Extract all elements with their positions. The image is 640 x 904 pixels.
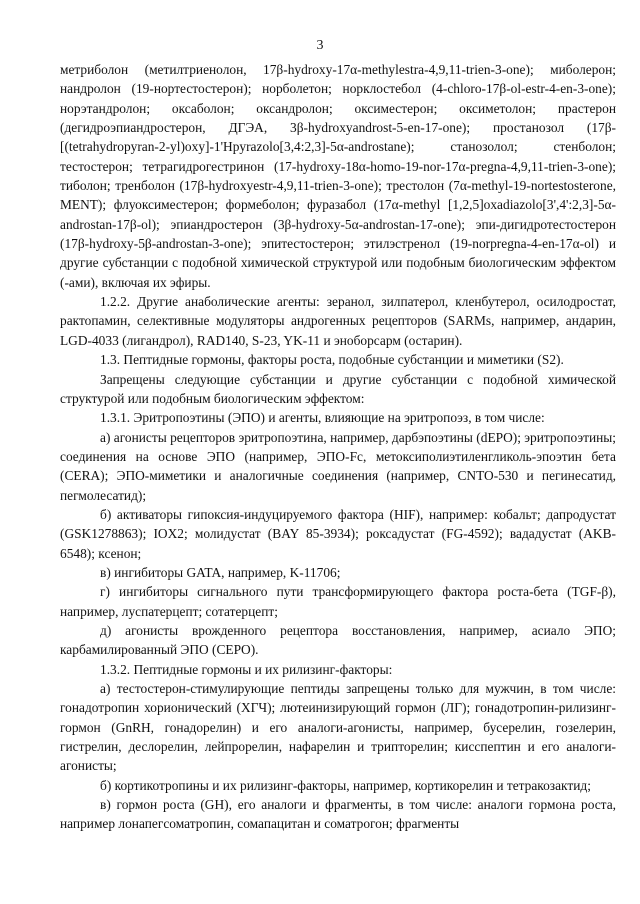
paragraph-1-3-1-a: а) агонисты рецепторов эритропоэтина, например, дарбэпоэтины (dEPO); эритропоэтины; соединения на основе ЭПО (например, ЭПО-Fc, метоксиполиэтиленгликоль-эпоэтин бета (CERA); ЭПО-миметики и аналогичные соединения (например, CNTO-530 и пегинесатид, пегмолесатид); <box>60 429 616 503</box>
paragraph-1-3-1-d: д) агонисты врожденного рецептора восстановления, например, асиало ЭПО; карбамилированный ЭПО (CEPO). <box>60 622 616 658</box>
paragraph-prohibited-intro: Запрещены следующие субстанции и другие субстанции с подобной химической структурой или подобным биологическим эффектом: <box>60 371 616 406</box>
paragraph-1-3-1-b: б) активаторы гипоксия-индуцируемого фактора (HIF), например: кобальт; дапродустат (GSK1278863); IOX2; молидустат (BAY 85-3934); роксадустат (FG-4592); вададустат (AKB-6548); ксенон; <box>60 506 616 561</box>
paragraph-1-2-2: 1.2.2. Другие анаболические агенты: зеранол, зилпатерол, кленбутерол, осилодростат, рактопамин, селективные модуляторы андрогенных рецепторов (SARMs, например, андарин, LGD-4033 (лигандрол), RAD140, S-23, YK-11 и эноборсарм (остарин). <box>60 294 616 348</box>
paragraph-1-3-1: 1.3.1. Эритропоэтины (ЭПО) и агенты, влияющие на эритропоэз, в том числе: <box>100 410 545 426</box>
paragraph-1-3-2-b: б) кортикотропины и их рилизинг-факторы, например, кортикорелин и тетракозактид; <box>100 777 591 793</box>
document-body <box>60 60 616 834</box>
paragraph-1-3-2: 1.3.2. Пептидные гормоны и их рилизинг-факторы: <box>100 661 393 677</box>
paragraph-1-3-2-a: а) тестостерон-стимулирующие пептиды запрещены только для мужчин, в том числе: гонадотропин хорионический (ХГЧ); лютеинизирующий гормон (ЛГ); гонадотропин-рилизинг-гормон (GnRH, гонадорелин) и его аналоги-агонисты, например, бусерелин, гозелерин, гистрелин, деслорелин, лейпрорелин, нафарелин и трипторелин; кисспептин и его аналоги-агонисты; <box>60 681 616 774</box>
paragraph-1-3-2-v: в) гормон роста (GH), его аналоги и фрагменты, в том числе: аналоги гормона роста, например лонапегсоматропин, сомапацитан и соматрогон; фрагменты <box>60 797 616 832</box>
page-number: 3 <box>316 38 324 53</box>
paragraph-anabolic-list: метриболон (метилтриенолон, 17β-hydroxy-17α-methylestra-4,9,11-trien-3-one); миболерон; нандролон (19-нортестостерон); норболетон; норклостебол (4-chloro-17β-ol-estr-4-en-3-one); норэтандролон; оксаболон; оксандролон; оксиместерон; оксиметолон; прастерон (дегидроэпиандростерон, ДГЭА, 3β-hydroxyandrost-5-en-17-one); простанозол (17β-[(tetrahydropyran-2-yl)oxy]-1'Hpyrazolo[3,4:2,3]-5α-androstane); станозолол; стенболон; тестостерон; тетрагидрогестринон (17-hydroxy-18α-homo-19-nor-17α-pregna-4,9,11-trien-3-one); тиболон; тренболон (17β-hydroxyestr-4,9,11-trien-3-one); трестолон (7α-methyl-19-nortestosterone, MENT); флуоксиместерон; формеболон; фуразабол (17α-methyl [1,2,5]oxadiazolo[3',4':2,3]-5α-androstan-17β-ol); эпиандростерон (3β-hydroxy-5α-androstan-17-one); эпи-дигидротестостерон (17β-hydroxy-5β-androstan-3-one); эпитестостерон; этилэстренол (19-norpregna-4-en-17α-ol) и другие субстанции с подобной химической структурой или подобным биологическим эффектом (-ами), включая их эфиры. <box>60 62 616 290</box>
paragraph-1-3-1-v: в) ингибиторы GATA, например, K-11706; <box>100 564 341 580</box>
paragraph-1-3: 1.3. Пептидные гормоны, факторы роста, подобные субстанции и миметики (S2). <box>100 352 564 368</box>
paragraph-1-3-1-g: г) ингибиторы сигнального пути трансформирующего фактора роста-бета (TGF-β), например, луспатерцепт; сотатерцепт; <box>60 584 616 619</box>
